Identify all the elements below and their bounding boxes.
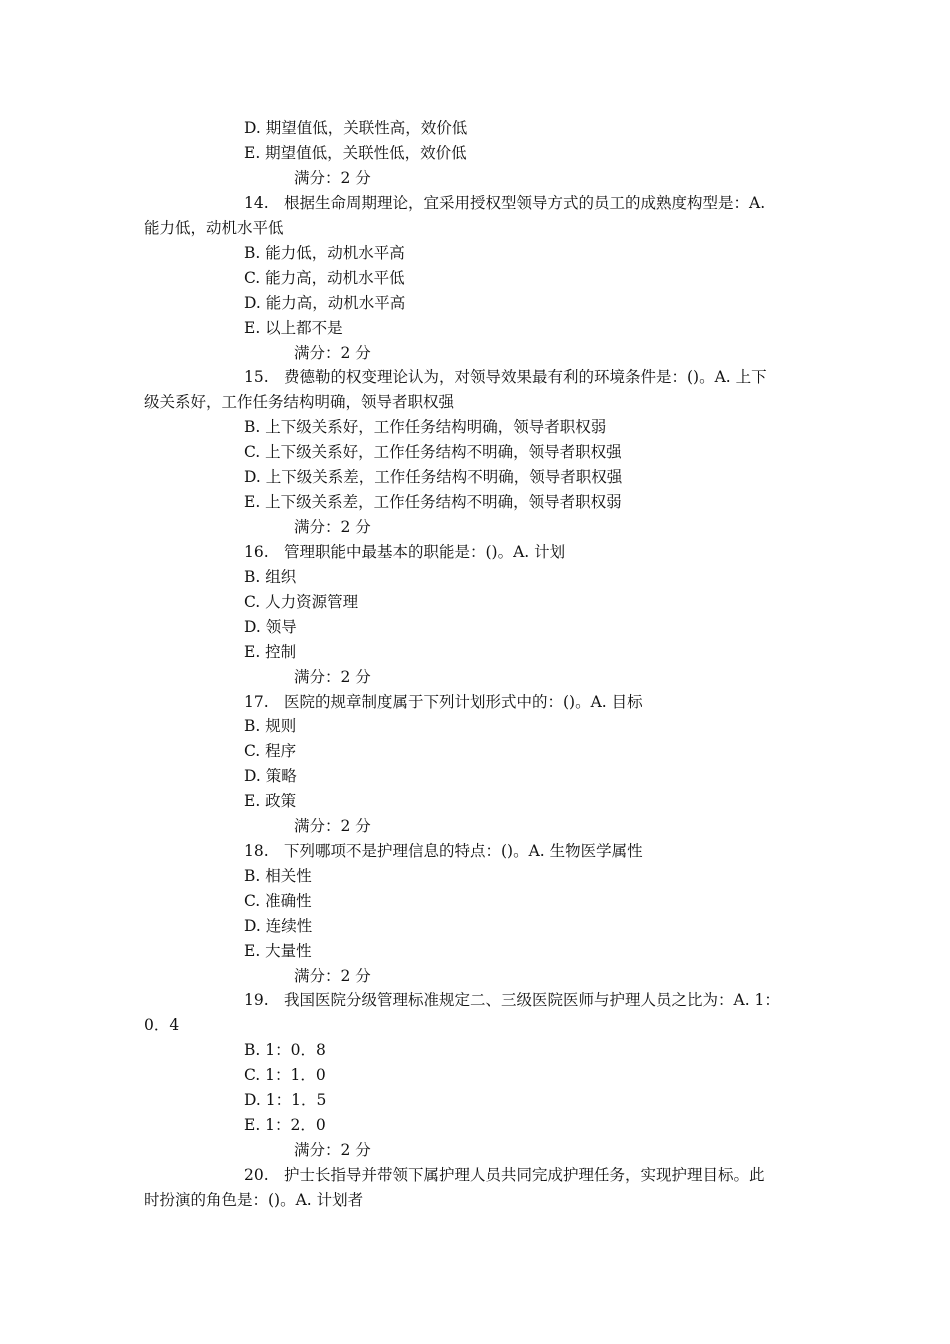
- question-number: 19.: [244, 991, 269, 1009]
- question-text: 护士长指导并带领下属护理人员共同完成护理任务，实现护理目标。此: [284, 1166, 765, 1184]
- question-number: 16.: [244, 543, 269, 561]
- option-b: B. 相关性: [244, 867, 312, 885]
- question-text: 费德勒的权变理论认为，对领导效果最有利的环境条件是：()。A. 上下: [284, 368, 767, 386]
- option-c: C. 准确性: [244, 892, 312, 910]
- option-d: D. 上下级关系差，工作任务结构不明确，领导者职权强: [244, 468, 623, 486]
- option-b: B. 1：0．8: [244, 1041, 326, 1059]
- option-e: E. 期望值低，关联性低，效价低: [244, 144, 467, 162]
- question-15: [244, 367, 767, 387]
- question-continuation: 能力低，动机水平低: [144, 219, 284, 237]
- question-16: [244, 542, 565, 562]
- question-number: 15.: [244, 368, 269, 386]
- option-e: E. 1：2．0: [244, 1116, 326, 1134]
- option-b: B. 规则: [244, 717, 297, 735]
- score-line: 满分：2 分: [294, 668, 371, 686]
- option-e: E. 大量性: [244, 942, 312, 960]
- question-text: 我国医院分级管理标准规定二、三级医院医师与护理人员之比为：A. 1：: [284, 991, 780, 1009]
- option-c: C. 程序: [244, 742, 297, 760]
- option-d: D. 策略: [244, 767, 297, 785]
- option-d: D. 连续性: [244, 917, 313, 935]
- question-continuation: 0．4: [144, 1016, 180, 1034]
- option-c: C. 人力资源管理: [244, 593, 359, 611]
- option-e: E. 政策: [244, 792, 297, 810]
- score-line: 满分：2 分: [294, 169, 371, 187]
- option-c: C. 1：1．0: [244, 1066, 326, 1084]
- option-d: D. 期望值低，关联性高，效价低: [244, 119, 468, 137]
- option-d: D. 能力高，动机水平高: [244, 294, 406, 312]
- question-text: 医院的规章制度属于下列计划形式中的：()。A. 目标: [284, 693, 643, 711]
- question-continuation: 时扮演的角色是：()。A. 计划者: [144, 1191, 364, 1209]
- question-number: 17.: [244, 693, 269, 711]
- question-14: [244, 193, 765, 213]
- option-b: B. 上下级关系好，工作任务结构明确，领导者职权弱: [244, 418, 607, 436]
- question-text: 管理职能中最基本的职能是：()。A. 计划: [284, 543, 566, 561]
- option-c: C. 能力高，动机水平低: [244, 269, 405, 287]
- option-b: B. 能力低，动机水平高: [244, 244, 405, 262]
- question-number: 18.: [244, 842, 269, 860]
- question-continuation: 级关系好，工作任务结构明确，领导者职权强: [144, 393, 455, 411]
- option-d: D. 领导: [244, 618, 297, 636]
- score-line: 满分：2 分: [294, 344, 371, 362]
- option-e: E. 控制: [244, 643, 297, 661]
- question-text: 根据生命周期理论，宜采用授权型领导方式的员工的成熟度构型是：A.: [284, 194, 766, 212]
- option-e: E. 上下级关系差，工作任务结构不明确，领导者职权弱: [244, 493, 622, 511]
- score-line: 满分：2 分: [294, 1141, 371, 1159]
- question-text: 下列哪项不是护理信息的特点：()。A. 生物医学属性: [284, 842, 643, 860]
- question-17: [244, 692, 643, 712]
- question-number: 20.: [244, 1166, 269, 1184]
- question-number: 14.: [244, 194, 269, 212]
- option-b: B. 组织: [244, 568, 297, 586]
- option-e: E. 以上都不是: [244, 319, 343, 337]
- question-19: [244, 990, 780, 1010]
- option-d: D. 1：1．5: [244, 1091, 327, 1109]
- question-20: [244, 1165, 765, 1185]
- score-line: 满分：2 分: [294, 967, 371, 985]
- score-line: 满分：2 分: [294, 817, 371, 835]
- score-line: 满分：2 分: [294, 518, 371, 536]
- question-18: [244, 841, 643, 861]
- option-c: C. 上下级关系好，工作任务结构不明确，领导者职权强: [244, 443, 622, 461]
